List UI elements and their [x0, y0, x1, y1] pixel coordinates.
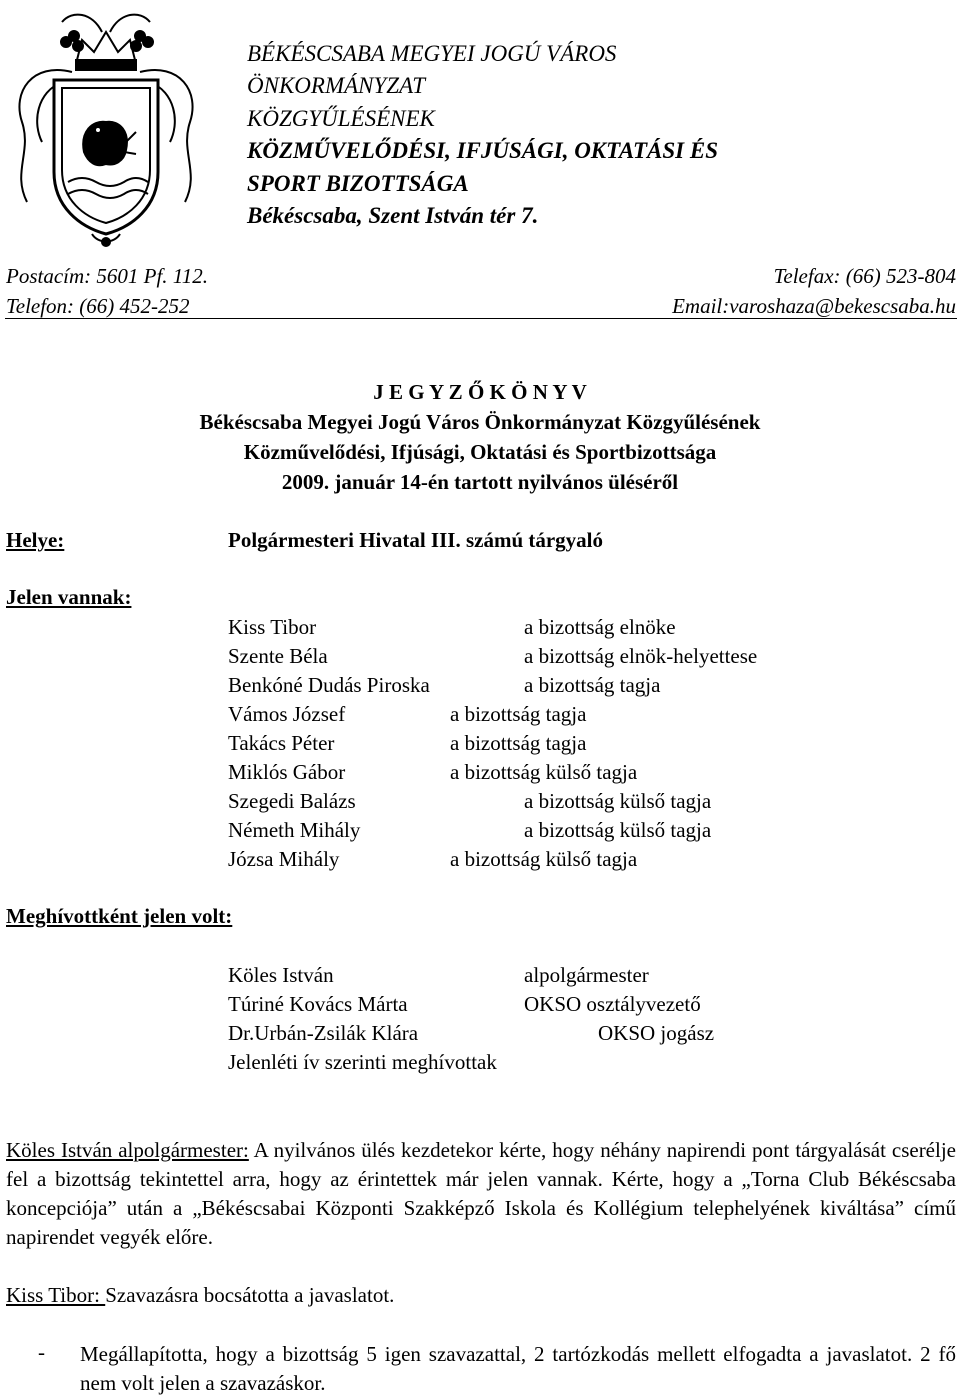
org-name-line: KÖZGYŰLÉSÉNEK	[247, 106, 435, 131]
header-divider	[5, 318, 957, 319]
member-role: a bizottság külső tagja	[450, 847, 638, 871]
member-name: Takács Péter	[228, 731, 335, 755]
invited-role: OKSO osztályvezető	[524, 992, 701, 1016]
coat-of-arms-logo	[2, 2, 212, 250]
address-line: Békéscsaba, Szent István tér 7.	[247, 203, 539, 228]
paragraph-text: Szavazásra bocsátotta a javaslatot.	[105, 1283, 395, 1307]
committee-name-line: KÖZMŰVELŐDÉSI, IFJÚSÁGI, OKTATÁSI ÉS	[247, 138, 719, 163]
member-name: Németh Mihály	[228, 818, 361, 842]
paragraph	[6, 1281, 956, 1310]
invited-note: Jelenléti ív szerinti meghívottak	[228, 1050, 497, 1074]
bullet-dash: -	[38, 1340, 45, 1364]
invited-role: OKSO jogász	[598, 1021, 715, 1045]
member-role: a bizottság tagja	[450, 702, 587, 726]
member-role: a bizottság tagja	[524, 673, 661, 697]
location-value: Polgármesteri Hivatal III. számú tárgyaló	[228, 528, 604, 552]
member-role: a bizottság külső tagja	[450, 760, 638, 784]
invited-name: Túriné Kovács Márta	[228, 992, 408, 1016]
fax-number: Telefax: (66) 523-804	[773, 264, 956, 288]
member-name: Kiss Tibor	[228, 615, 317, 639]
member-role: a bizottság elnök-helyettese	[524, 644, 758, 668]
title-subline: Békéscsaba Megyei Jogú Város Önkormányzat Közgyűlésének	[199, 410, 761, 434]
email-address: Email:varoshaza@bekescsaba.hu	[672, 294, 956, 318]
paragraph	[6, 1136, 956, 1252]
invited-label: Meghívottként jelen volt:	[6, 904, 233, 928]
invited-role: alpolgármester	[524, 963, 649, 987]
member-name: Miklós Gábor	[228, 760, 346, 784]
invited-name: Dr.Urbán-Zsilák Klára	[228, 1021, 419, 1045]
committee-name-line: SPORT BIZOTTSÁGA	[247, 171, 469, 196]
member-name: Vámos József	[228, 702, 346, 726]
speaker-name: Kiss Tibor:	[6, 1283, 106, 1307]
postal-address: Postacím: 5601 Pf. 112.	[6, 264, 209, 288]
invited-name: Köles István	[228, 963, 334, 987]
location-label: Helye:	[6, 528, 65, 552]
member-name: Szegedi Balázs	[228, 789, 356, 813]
paragraph-text: A nyilvános ülés kezdetekor kérte, hogy néhány napirendi pont tárgyalását cserélje fel a bizottság tekintettel arra, hogy az érintettek már jelen vannak. Kérte, hogy a „Torna Club Békéscsaba koncepciója” után a „Békéscsabai Központi Szakképző Iskola és Kollégium telephelyének kiváltása” című napirendet vegyék előre.	[6, 1138, 956, 1249]
org-name-line: ÖNKORMÁNYZAT	[247, 73, 426, 98]
member-role: a bizottság külső tagja	[524, 789, 712, 813]
org-name-line: BÉKÉSCSABA MEGYEI JOGÚ VÁROS	[247, 41, 617, 66]
phone-number: Telefon: (66) 452-252	[6, 294, 190, 318]
document-title: J E G Y Z Ő K Ö N Y V	[373, 380, 587, 404]
speaker-name: Köles István alpolgármester:	[6, 1138, 249, 1162]
bullet-paragraph: Megállapította, hogy a bizottság 5 igen szavazattal, 2 tartózkodás mellett elfogadta a javaslatot. 2 fő nem volt jelen a szavazáskor.	[80, 1342, 956, 1395]
member-name: Szente Béla	[228, 644, 328, 668]
member-role: a bizottság elnöke	[524, 615, 676, 639]
member-name: Benkóné Dudás Piroska	[228, 673, 430, 697]
present-label: Jelen vannak:	[6, 585, 132, 609]
member-role: a bizottság tagja	[450, 731, 587, 755]
title-subline: Közművelődési, Ifjúsági, Oktatási és Sportbizottsága	[243, 440, 717, 464]
member-name: Józsa Mihály	[228, 847, 340, 871]
member-role: a bizottság külső tagja	[524, 818, 712, 842]
meeting-date: 2009. január 14-én tartott nyilvános üléséről	[281, 470, 679, 494]
